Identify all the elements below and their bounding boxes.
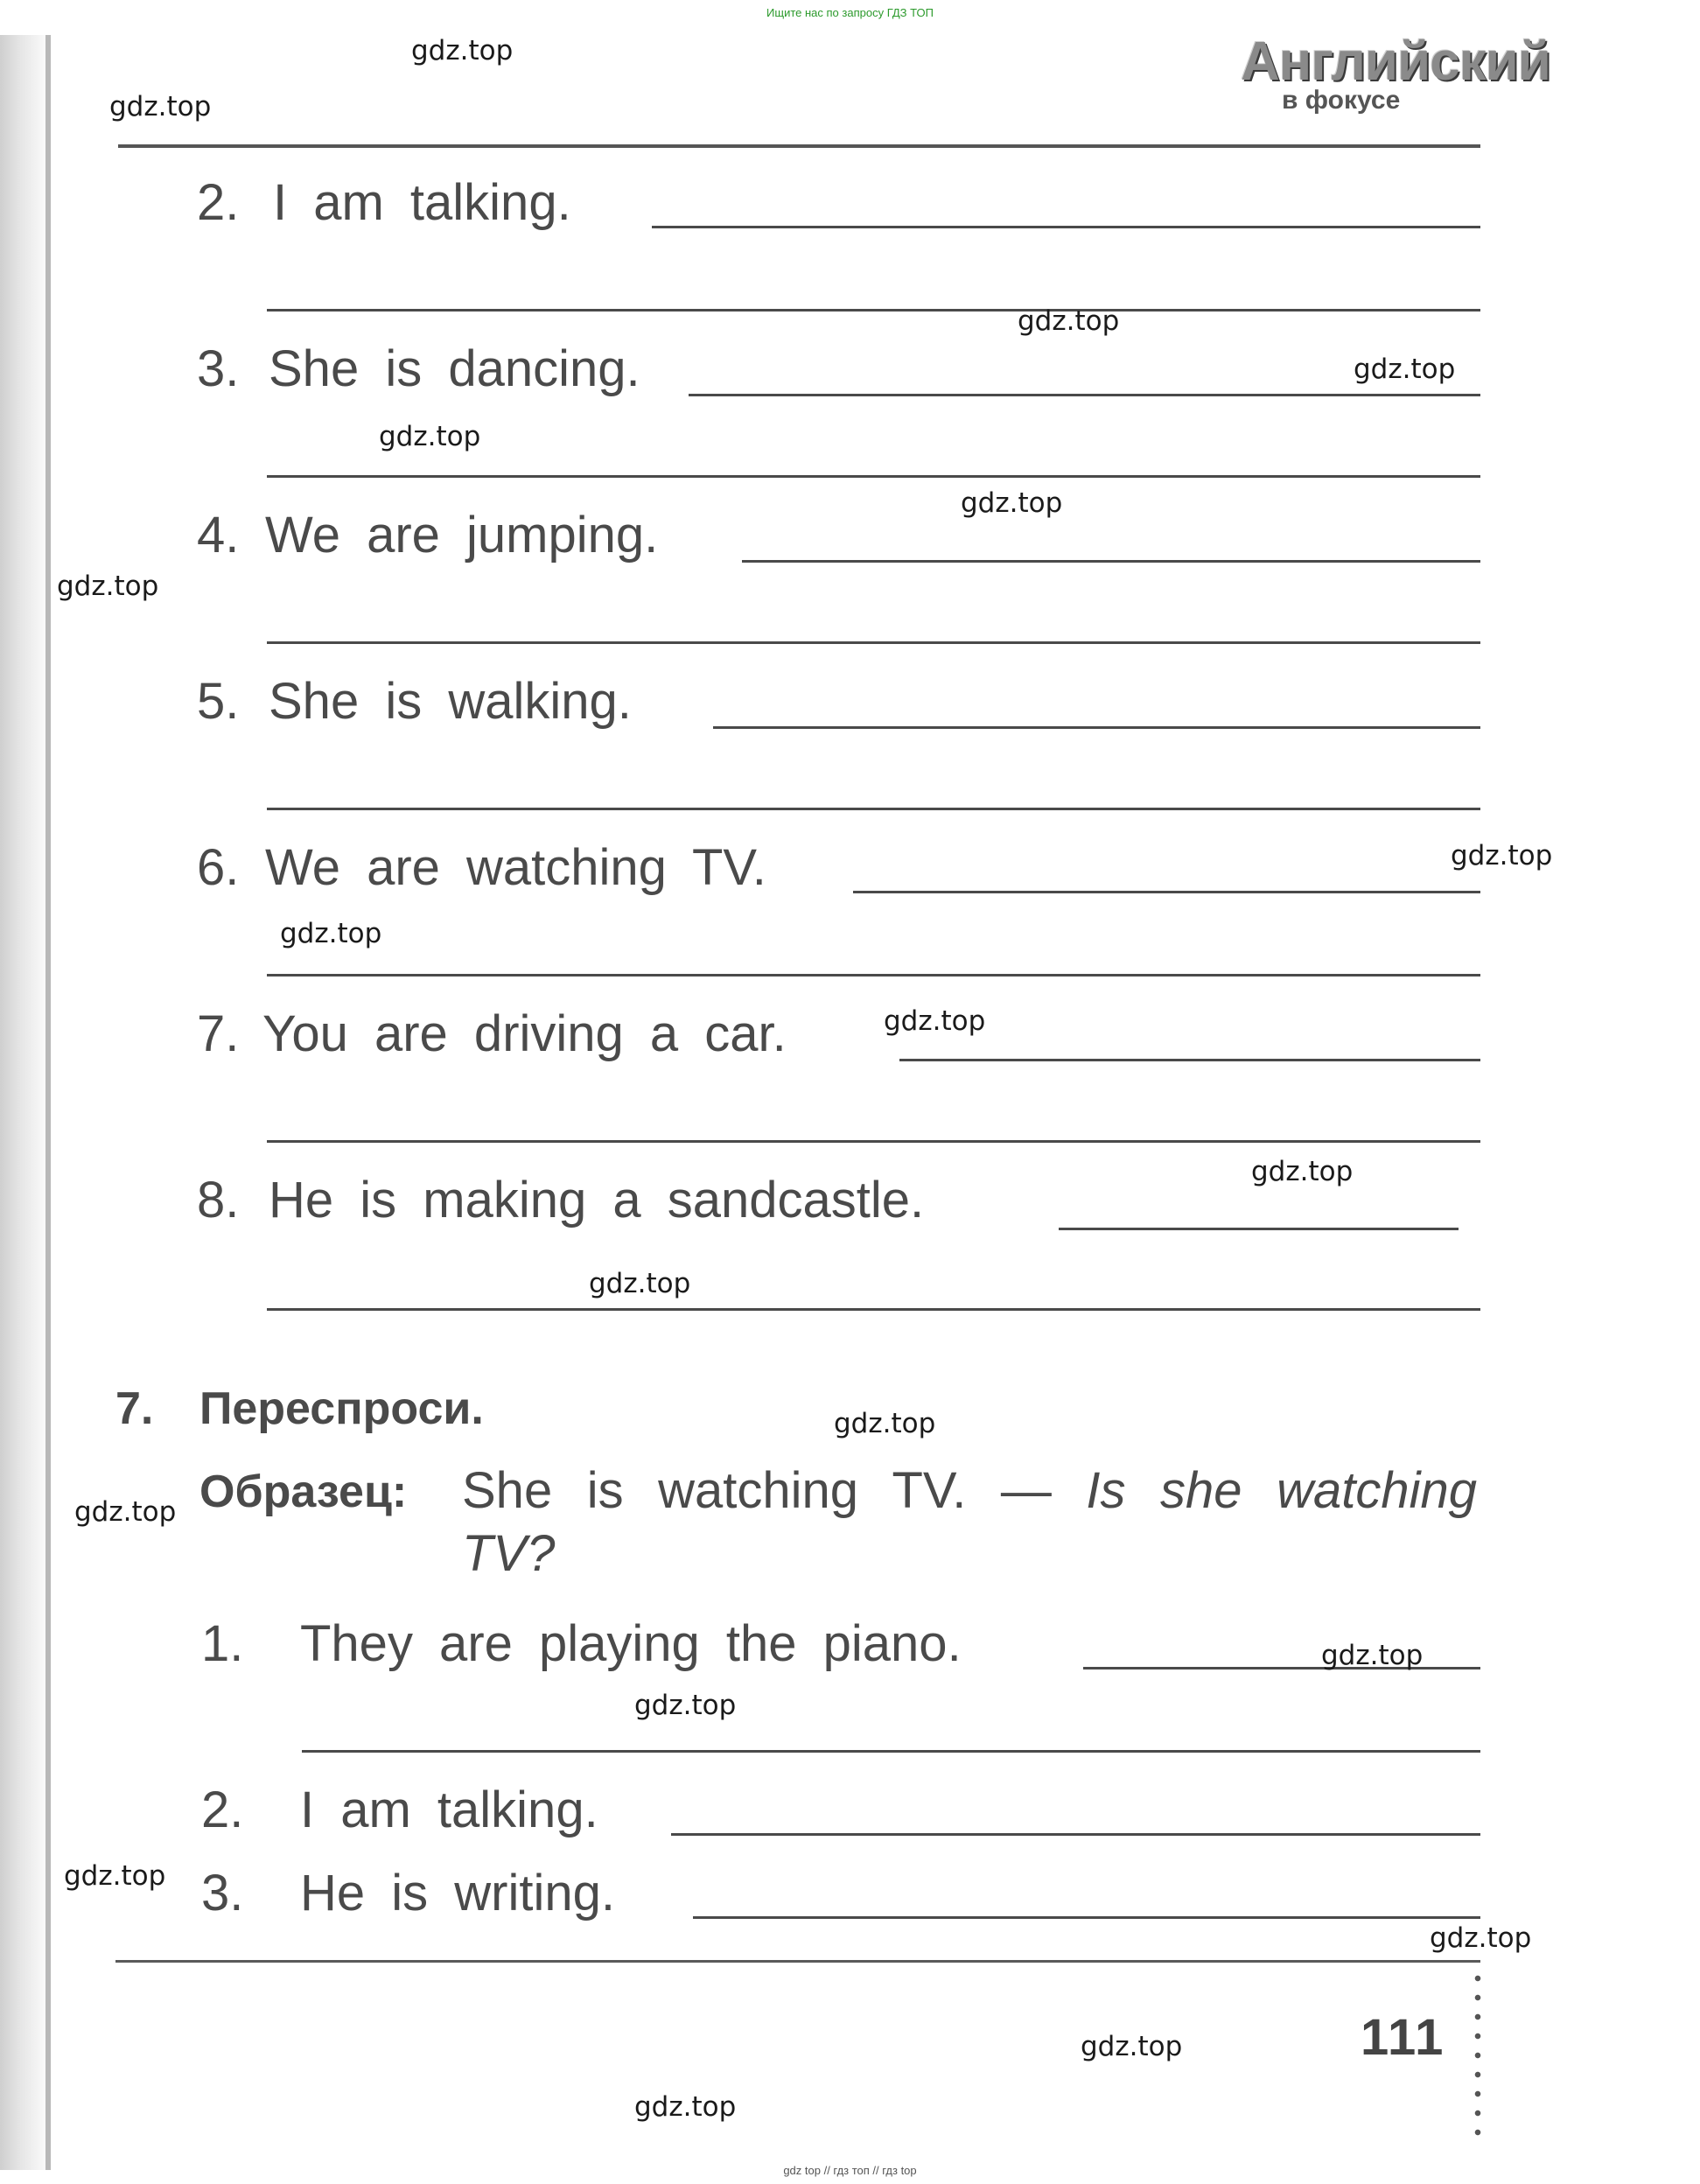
logo-subtitle: в фокусе [1282,86,1401,115]
watermark: gdz.top [109,91,212,122]
item-number: 5. [197,673,240,730]
item-number: 3. [197,340,240,397]
answer-line[interactable] [853,891,1480,893]
answer-line[interactable] [267,641,1480,644]
item-sentence: He is making a sandcastle. [269,1172,925,1228]
answer-line[interactable] [267,475,1480,478]
item-sentence: I am talking. [300,1782,598,1838]
item-sentence: They are playing the piano. [300,1615,962,1672]
task-title: Переспроси. [199,1383,484,1434]
item-number: 6. [197,839,240,896]
answer-line[interactable] [1059,1228,1459,1230]
item-sentence: You are driving a car. [262,1005,787,1062]
watermark: gdz.top [634,2091,737,2123]
watermark: gdz.top [74,1496,177,1528]
dotted-edge [1474,1969,1481,2144]
answer-line[interactable] [267,309,1480,312]
item-sentence: She is dancing. [269,340,640,397]
bottom-note: gdz top // гдз топ // гдз top [783,2164,917,2177]
watermark: gdz.top [280,918,382,949]
item-number: 2. [197,174,240,231]
footer-rule [115,1960,1480,1963]
watermark: gdz.top [64,1860,166,1892]
sample-label: Образец: [199,1466,408,1517]
watermark: gdz.top [961,487,1063,519]
answer-line[interactable] [652,226,1480,228]
sample-statement: She is watching TV. — [462,1462,1052,1519]
item-number: 3. [201,1865,244,1922]
watermark: gdz.top [589,1268,691,1299]
watermark: gdz.top [1354,354,1456,385]
watermark: gdz.top [884,1005,986,1037]
watermark: gdz.top [834,1408,936,1439]
answer-line[interactable] [693,1916,1480,1919]
header-rule [118,144,1480,148]
answer-line[interactable] [267,808,1480,810]
answer-line[interactable] [267,974,1480,976]
answer-line[interactable] [267,1140,1480,1143]
task-number: 7. [115,1383,154,1434]
answer-line[interactable] [713,726,1480,729]
sample-question: Is she watching TV? [462,1462,1477,1582]
item-sentence: We are jumping. [265,507,659,564]
answer-line[interactable] [267,1308,1480,1311]
answer-line[interactable] [742,560,1480,563]
item-number: 1. [201,1615,244,1672]
top-note: Ищите нас по запросу ГДЗ ТОП [766,6,934,19]
answer-line[interactable] [899,1059,1480,1061]
item-number: 4. [197,507,240,564]
page-binding-shadow [0,35,52,2170]
sample-text [462,1460,1477,1586]
watermark: gdz.top [57,570,159,602]
item-sentence: She is walking. [269,673,632,730]
item-sentence: We are watching TV. [265,839,766,896]
page-number: 111 [1361,2009,1445,2066]
answer-line[interactable] [689,394,1480,396]
item-number: 7. [197,1005,240,1062]
watermark: gdz.top [1018,305,1120,337]
watermark: gdz.top [1081,2031,1183,2062]
watermark: gdz.top [634,1690,737,1721]
watermark: gdz.top [1451,840,1553,872]
item-sentence: He is writing. [300,1865,615,1922]
item-number: 8. [197,1172,240,1228]
watermark: gdz.top [379,421,481,452]
item-sentence: I am talking. [273,174,571,231]
watermark: gdz.top [1251,1156,1354,1187]
answer-line[interactable] [302,1750,1480,1753]
item-number: 2. [201,1782,244,1838]
page-binding-edge [45,35,51,2170]
answer-line[interactable] [671,1833,1480,1836]
watermark: gdz.top [1430,1922,1532,1954]
watermark: gdz.top [1321,1640,1424,1671]
watermark: gdz.top [411,35,514,66]
logo-title: Английский [1241,32,1550,92]
